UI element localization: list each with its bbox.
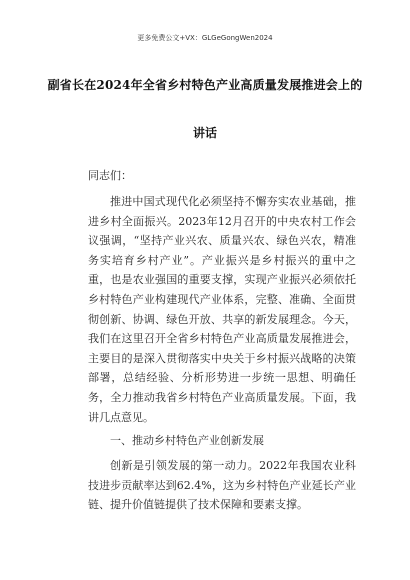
body-paragraph-1: 推进中国式现代化必须坚持不懈夯实农业基础，推进乡村全面振兴。2023年12月召开的中央农村工作会议强调，“坚持产业兴农、质量兴农、绿色兴农，精准务实培育乡村产业”。产业振兴是乡村振兴的重中之重，也是农业强国的重要支撑，实现产业振兴必须依托乡村特色产业构建现代产业体系，完整、准确、全面贯彻创新、协调、绿色开放、共享的新发展理念。今天，我们在这里召开全省乡村特色产业高质量发展推进会，主要目的是深入贯彻落实中央关于乡村振兴战略的决策部署，总结经验、分析形势进一步统一思想、明确任务，全力推动我省乡村特色产业高质量发展。下面，我讲几点意见。: [88, 195, 356, 424]
header-note: 更多免费公文+VX：GLGeGongWen2024: [137, 34, 273, 42]
section-heading-1: 一、推动乡村特色产业创新发展: [110, 434, 264, 447]
document-title: 副省长在2024年全省乡村特色产业高质量发展推进会上的: [47, 78, 363, 92]
body-paragraph-2: 创新是引领发展的第一动力。2022年我国农业科技进步贡献率达到62.4%，这为乡村特色产业延长产业链、提升价值链提供了技术保障和要素支撑。: [88, 459, 356, 512]
document-title-continuation: 讲话: [192, 126, 217, 140]
salutation: 同志们：: [88, 169, 132, 182]
